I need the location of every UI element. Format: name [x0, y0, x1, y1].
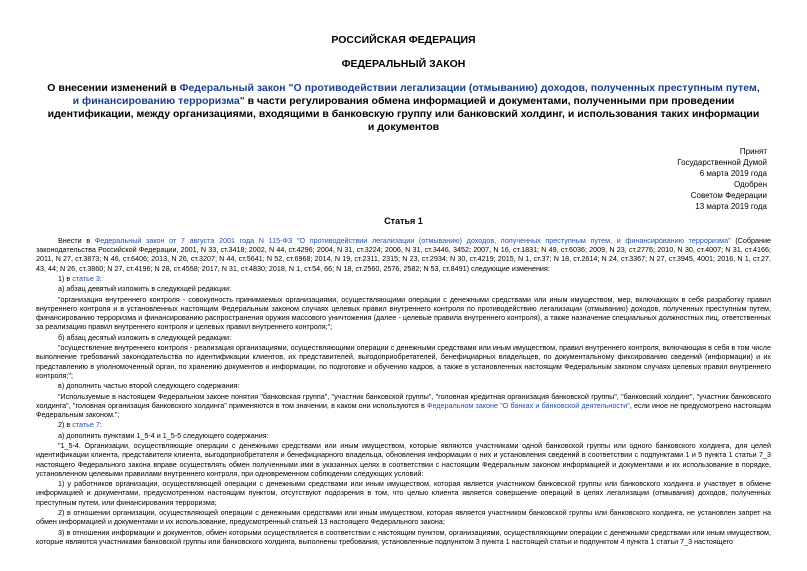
federal-law-link[interactable]: Федеральный закон от 7 августа 2001 года N 115-ФЗ "О противодействии легализации (отмыванию) доходов, полученных преступным путем, и финансированию терроризма" — [94, 236, 731, 245]
paragraph: б) абзац десятый изложить в следующей редакции: — [58, 332, 232, 342]
paragraph: 1) в статье 3: — [58, 274, 102, 283]
approval-line: Советом Федерации — [690, 191, 767, 200]
law-type-heading: ФЕДЕРАЛЬНЫЙ ЗАКОН — [341, 58, 466, 70]
article-heading: Статья 1 — [384, 216, 423, 226]
law-title-prefix: О внесении изменений в — [47, 82, 180, 94]
paragraph: 1) у работников организации, осуществляющей операции с денежными средствами или иным имуществом, которая является участником банковской группы или банковского холдинга и участвует в обмене информацией и документами, предусмотренном настоящим пунктом, отсутствуют подозрения в том, что целью клиента является совершение операций в целях легализации (отмывания) доходов, полученных преступным путем, или финансирования терроризма; — [36, 479, 771, 507]
law-title-link[interactable]: Федеральный закон "О противодействии легализации (отмыванию) доходов, полученных преступным путем, и финансированию терроризма" — [72, 82, 760, 107]
paragraph: "1_5-4. Организации, осуществляющие операции с денежными средствами или иным имуществом, которые являются участниками одной банковской группы или одного банковского холдинга, для целей идентификации клиента, представителя клиента, выгодоприобретателя и бенефициарного владельца, обновления информации о них и установления сведений в соответствии с подпунктами 1 и 5 пункта 1 статьи 7_3 настоящего Федерального закона вправе осуществлять обмен полученными ими в указанных целях в соответствии с настоящим Федеральным законом информацией и документами и их использование в порядке, установленном целевыми правилами внутреннего контроля, при одновременном соблюдении следующих условий: — [36, 441, 771, 478]
paragraph: а) дополнить пунктами 1_5-4 и 1_5-5 следующего содержания: — [58, 430, 269, 440]
article-body — [36, 236, 771, 546]
article-3-link[interactable]: статье 3 — [72, 274, 100, 283]
paragraph: а) абзац девятый изложить в следующей редакции: — [58, 284, 232, 294]
law-title-suffix: в части регулирования обмена информацией и документами, полученными при проведении идентификации, между организациями, входящими в банковскую группу или банковский холдинг, и использования таких информации и документов — [47, 95, 760, 133]
adoption-line: Государственной Думой — [677, 158, 767, 167]
country-heading: РОССИЙСКАЯ ФЕДЕРАЦИЯ — [331, 34, 476, 46]
adoption-info — [36, 146, 767, 212]
approval-line: 13 марта 2019 года — [695, 202, 767, 211]
adoption-line: 6 марта 2019 года — [699, 169, 767, 178]
adoption-line: Принят — [739, 147, 767, 156]
paragraph: "осуществление внутреннего контроля - реализация организациями, осуществляющими операции с денежными средствами или иным имуществом, правил внутреннего контроля, включающая в себя в том числе выполнение требований законодательства по идентификации клиентов, их представителей, выгодоприобретателей, бенефициарных владельцев, по документальному фиксированию сведений (информации) и их представлению в уполномоченный орган, по хранению документов и информации, по подготовке и обучению кадров, а также в установленных настоящим Федеральным законом случаях целевых правил внутреннего контроля;"; — [36, 343, 771, 380]
approval-line: Одобрен — [733, 180, 767, 189]
article-7-link[interactable]: статье 7 — [72, 420, 100, 430]
paragraph: 2) в статье 7: — [58, 420, 102, 430]
law-title — [44, 82, 763, 134]
paragraph: 3) в отношении информации и документов, обмен которыми осуществляется в соответствии с настоящим пунктом, организациями, осуществляющими операции с денежными средствами или иным имуществом, которые являются участниками банковской группы или банковского холдинга, выполнены требования, установленные подпунктом 3 пункта 1 настоящей статьи и подпунктом 4 пункта 1 статьи 7_3 настоящего — [36, 527, 771, 546]
paragraph: "Используемые в настоящем Федеральном законе понятия "банковская группа", "участник банковской группы", "головная кредитная организация банковской группы", "банковский холдинг", "участник банковского холдинга", "головная организация банковского холдинга" применяются в том значении, в каком они используются в Федеральном законе "О банках и банковской деятельности", если иное не предусмотрено настоящим Федеральным законом."; — [36, 391, 771, 419]
paragraph: 2) в отношении организации, осуществляющей операции с денежными средствами или иным имуществом, которая является участником банковской группы или банковского холдинга, не установлен запрет на обмен информацией и документами и их использование, предусмотренный статьей 13 настоящего Федерального закона; — [36, 507, 771, 527]
paragraph: в) дополнить частью второй следующего содержания: — [58, 381, 240, 391]
paragraph: "организация внутреннего контроля - совокупность принимаемых организациями, осуществляющими операции с денежными средствами или иным имуществом, мер, включающих в себя разработку правил внутреннего контроля и в установленных настоящим Федеральным законом случаях целевых правил внутреннего контроля по противодействию легализации (отмыванию) доходов, полученных преступным путем, финансированию терроризма и финансированию распространения оружия массового уничтожения (далее - целевые правила внутреннего контроля), а также назначение специальных должностных лиц, ответственных за реализацию правил внутреннего контроля и целевых правил внутреннего контроля;"; — [36, 294, 771, 332]
paragraph: Внести в Федеральный закон от 7 августа 2001 года N 115-ФЗ "О противодействии легализации (отмыванию) доходов, полученных преступным путем, и финансированию терроризма" (Собрание законодательства Российской Федерации, 2001, N 33, ст.3418; 2002, N 44, ст.4296; 2004, N 31, ст.3224; 2006, N 31, ст.3446, 3452; 2007, N 16, ст.1831; N 49, ст.6036; 2009, N 23, ст.2776; 2010, N 30, ст.4007; N 31, ст.4166; 2011, N 27, ст.3873; N 46, ст.6406; 2013, N 26, ст.3207; N 44, ст.5641; N 52, ст.6968; 2014, N 19, ст.2311, 2315; N 23, ст.2934; N 30, ст.4219; 2015, N 1, ст.37; N 18, ст.2614; N 24, ст.3367; N 27, ст.3945, 4001; 2016, N 1, ст.27, 43, 44; N 26, ст.3860; N 27, ст.4196; N 28, ст.4558; 2017, N 31, ст.4830; 2018, N 1, ст.54, 66; N 18, ст.2560, 2576, 2582; N 53, ст.8491) следующие изменения: — [36, 236, 771, 273]
banking-law-link[interactable]: Федеральном законе "О банках и банковской деятельности" — [426, 400, 630, 410]
